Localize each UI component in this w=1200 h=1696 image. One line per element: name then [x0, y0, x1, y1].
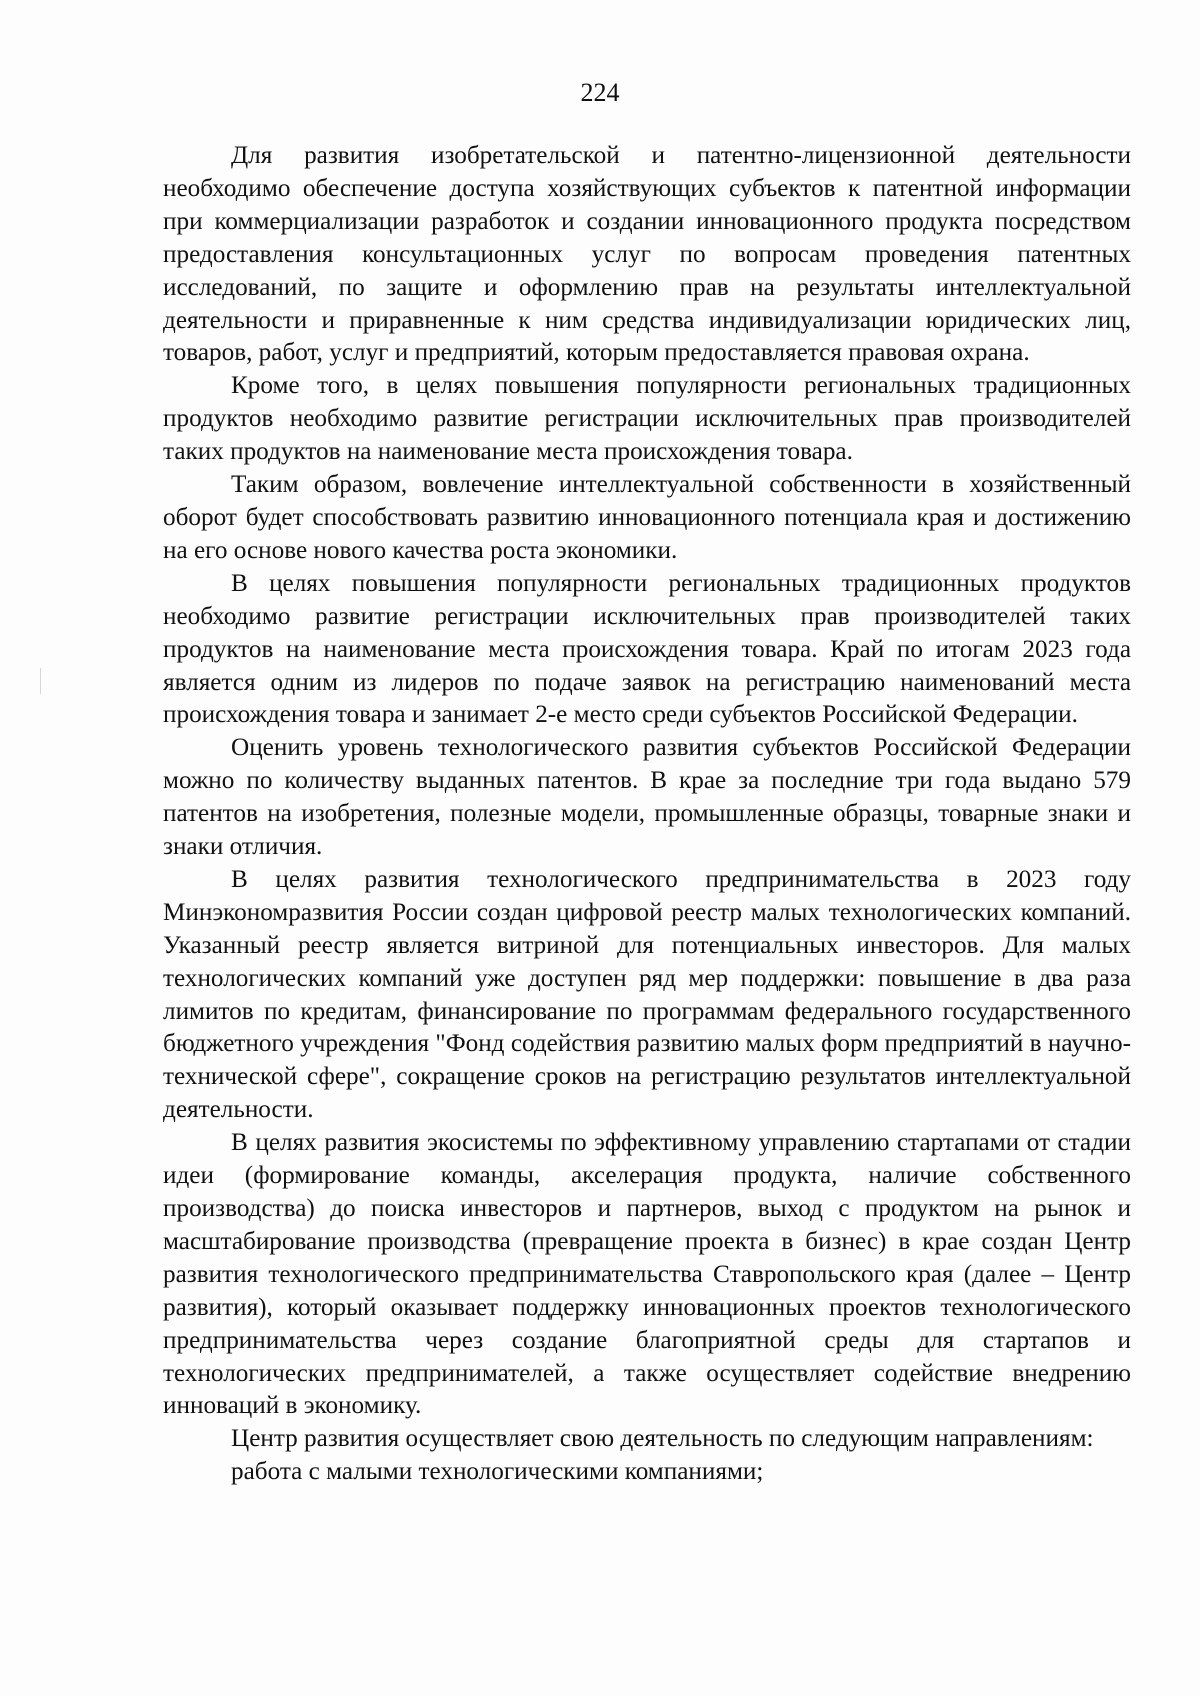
scan-artifact — [40, 668, 41, 694]
paragraph-tech-companies-registry: В целях развития технологического предпринимательства в 2023 году Минэкономразвития России создан цифровой реестр малых технологических компаний. Указанный реестр является витриной для потенциальных инвесторов. Для малых технологических компаний уже доступен ряд мер поддержки: повышение в два раза лимитов по кредитам, финансирование по программам федерального государственного бюджетного учреждения "Фонд содействия развитию малых форм предприятий в научно-технической сфере", сокращение сроков на регистрацию результатов интеллектуальной деятельности. — [163, 865, 1131, 1124]
list-item-small-tech-companies: работа с малыми технологическими компаниями; — [231, 1458, 764, 1486]
paragraph-regional-products: Кроме того, в целях повышения популярности региональных традиционных продуктов необходимо развитие регистрации исключительных прав производителей таких продуктов на наименование места происхождения товара. — [163, 372, 1131, 466]
paragraph-patents-issued: Оценить уровень технологического развития субъектов Российской Федерации можно по количеству выданных патентов. В крае за последние три года выдано 579 патентов на изобретения, полезные модели, промышленные образцы, товарные знаки и знаки отличия. — [163, 734, 1131, 861]
page-number: 224 — [580, 78, 620, 107]
paragraph-development-center: В целях развития экосистемы по эффективному управлению стартапами от стадии идеи (формирование команды, акселерация продукта, наличие собственного производства) до поиска инвесторов и партнеров, выход с продуктом на рынок и масштабирование производства (превращение проекта в бизнес) в крае создан Центр развития технологического предпринимательства Ставропольского края (далее – Центр развития), который оказывает поддержку инновационных проектов технологического предпринимательства через создание благоприятной среды для стартапов и технологических предпринимателей, а также осуществляет содействие внедрению инноваций в экономику. — [163, 1129, 1131, 1420]
paragraph-intellectual-property: Таким образом, вовлечение интеллектуальной собственности в хозяйственный оборот будет способствовать развитию инновационного потенциала края и достижению на его основе нового качества роста экономики. — [163, 471, 1131, 564]
paragraph-place-of-origin: В целях повышения популярности региональных традиционных продуктов необходимо развитие регистрации исключительных прав производителей таких продуктов на наименование места происхождения товара. Край по итогам 2023 года является одним из лидеров по подаче заявок на регистрацию наименований места происхождения товара и занимает 2-е место среди субъектов Российской Федерации. — [163, 569, 1131, 729]
paragraph-patent-activity: Для развития изобретательской и патентно-лицензионной деятельности необходимо обеспечение доступа хозяйствующих субъектов к патентной информации при коммерциализации разработок и создании инновационного продукта посредством предоставления консультационных услуг по вопросам проведения патентных исследований, по защите и оформлению прав на результаты интеллектуальной деятельности и приравненные к ним средства индивидуализации юридических лиц, товаров, работ, услуг и предприятий, которым предоставляется правовая охрана. — [163, 142, 1131, 367]
body-text — [163, 140, 1131, 1489]
paragraph-center-directions: Центр развития осуществляет свою деятельность по следующим направлениям: — [231, 1425, 1094, 1453]
